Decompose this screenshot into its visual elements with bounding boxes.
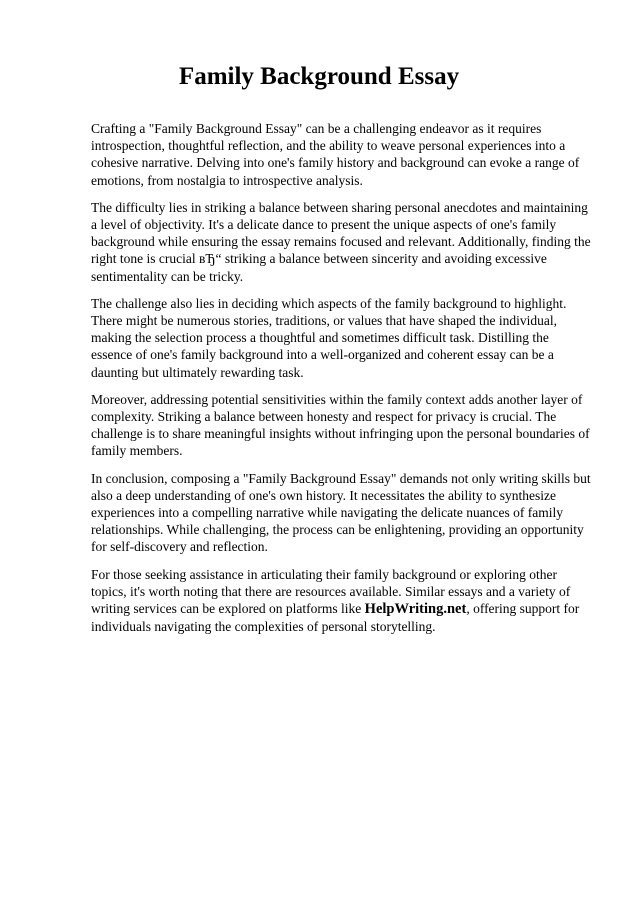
paragraph-3: The challenge also lies in deciding which aspects of the family background to highlight. There might be numerous stories, traditions, or values that have shaped the individual, making the selection process a thoughtful and sometimes difficult task. Distilling the essence of one's family background into a well-organized and coherent essay can be a daunting but ultimately rewarding task. — [91, 295, 567, 380]
paragraph-5: In conclusion, composing a "Family Background Essay" demands not only writing skills but also a deep understanding of one's own history. It necessitates the ability to synthesize experiences into a compelling narrative while navigating the delicate nuances of family relationships. While challenging, the process can be enlightening, providing an opportunity for self-discovery and reflection. — [91, 470, 591, 555]
paragraph-6-lead: For those seeking assistance in articulating their family background or exploring other topics, it's worth noting that there are resources available. Similar essays and a variety of writing services can be explored on platforms like — [91, 566, 571, 617]
paragraph-2: The difficulty lies in striking a balance between sharing personal anecdotes and maintaining a level of objectivity. It's a delicate dance to present the unique aspects of one's family background while ensuring the essay remains focused and relevant. Additionally, finding the right tone is crucial вЂ“ striking a balance between sincerity and avoiding excessive sentimentality can be tricky. — [91, 199, 591, 284]
paragraph-6 — [91, 566, 593, 636]
paragraph-4: Moreover, addressing potential sensitivities within the family context adds another layer of complexity. Striking a balance between honesty and respect for privacy is crucial. The challenge is to share meaningful insights without infringing upon the personal boundaries of family members. — [91, 391, 590, 459]
essay-body — [91, 120, 593, 645]
paragraph-6-tail: , offering support for individuals navigating the complexities of personal storytelling. — [91, 601, 580, 635]
helpwriting-link[interactable]: HelpWriting.net — [364, 601, 467, 618]
page-title: Family Background Essay — [178, 63, 460, 90]
paragraph-1: Crafting a "Family Background Essay" can be a challenging endeavor as it requires introspection, thoughtful reflection, and the ability to weave personal experiences into a cohesive narrative. Delving into one's family history and background can evoke a range of emotions, from nostalgia to introspective analysis. — [91, 121, 580, 188]
